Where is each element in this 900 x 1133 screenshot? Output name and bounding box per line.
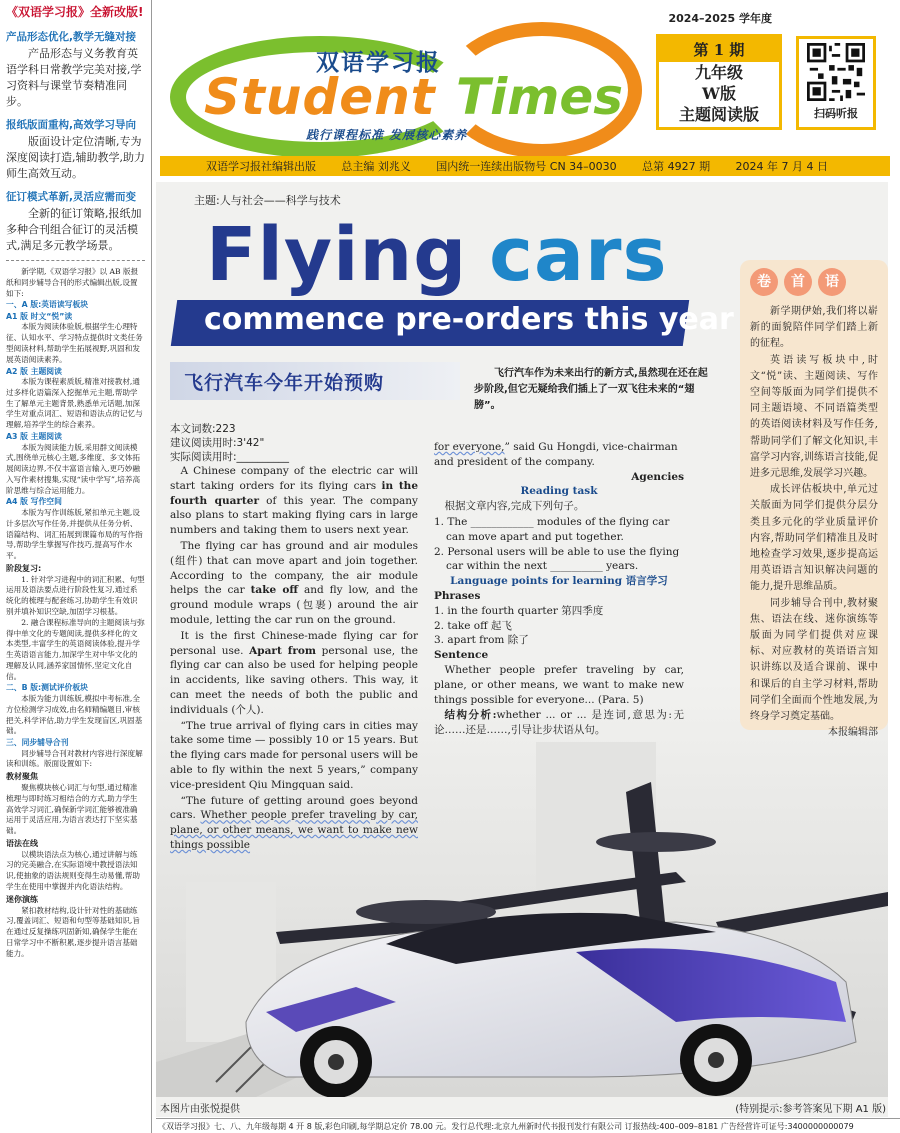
phrase-item: 3. apart from 除了 <box>434 634 529 647</box>
key-phrase: take off <box>250 584 299 597</box>
note-title-char: 语 <box>818 268 846 296</box>
divider <box>6 260 145 261</box>
key-phrase: in the fourth quarter <box>170 479 418 507</box>
sidebar-section-title: 产品形态优化,教学无缝对接 <box>6 31 136 44</box>
publisher: 双语学习报社编辑出版 <box>206 160 316 173</box>
phrase-item: 2. take off 起飞 <box>434 619 512 632</box>
actual-time: 实际阅读用时:__________ <box>170 451 290 463</box>
qr-code-label: 扫码听报 <box>814 107 858 120</box>
publish-date: 2024 年 7 月 4 日 <box>735 160 828 173</box>
chief-editor: 总主编 刘兆义 <box>341 160 411 173</box>
text-run: of this year. The company also plans to start making flying cars in large numbers and taking them to users next year. <box>170 494 418 537</box>
structure-analysis <box>434 708 684 738</box>
main-article <box>156 182 888 1117</box>
note-paragraph: 同步辅导合刊中,教材聚焦、语法在线、迷你演练等版面为同学们提供对应课标、对应教材的英语语言知识讲练以及适合课前、课中和课后的自主学习材料,帮助同学们全面而个性地发展,为终身学习奠定基础。 <box>750 597 878 723</box>
sidebar-column-desc: 聚焦模块核心词汇与句型,通过精准梳理与即时练习相结合的方式,助力学生高效学习词汇,确保新学词汇能够被准确运用于灵活应用,为语言表达打下坚实基础。 <box>6 782 138 836</box>
chinese-title: 飞行汽车今年开始预购 <box>170 362 460 400</box>
sentence-example: Whether people prefer traveling by car, plane, or other means, we want to make new things possible for everyone... (Para. 5) <box>434 663 684 706</box>
sidebar-page-title: A4 版 写作空间 <box>6 497 62 507</box>
left-sidebar <box>0 0 152 1133</box>
paragraph <box>170 539 418 628</box>
reading-time: 建议阅读用时:3'42" <box>170 437 265 449</box>
sidebar-stage-title: 阶段复习: <box>6 563 42 573</box>
sidebar-section-title: 报纸版面重构,高效学习导向 <box>6 119 136 132</box>
phrase-item: 1. in the fourth quarter 第四季度 <box>434 604 604 617</box>
note-paragraph: 成长评估板块中,单元过关版面为同学们提供分层分类且多元化的学业质量评价内容,帮助同学们精准且及时地检查学习效果,逐步提高运用英语语言知识解决问题的能力,提升思维品质。 <box>750 484 878 593</box>
photo-credit: 本图片由张悦提供 <box>160 1104 240 1115</box>
note-paragraph: 英语读写板块中,时文“悦”读、主题阅读、写作空间等版面为同学们提供不同主题语境、不同语篇类型的英语阅读材料及写作任务,帮助同学们了解文化知识,丰富学习内容,训练语言技能,促进多元思维,发展学习兴趣。 <box>750 354 878 480</box>
edition-label: 主题阅读版 <box>678 105 759 124</box>
sidebar-page-title: A3 版 主题阅读 <box>6 432 62 441</box>
total-issue: 总第 4927 期 <box>642 160 711 173</box>
reading-task-title: Reading task <box>520 485 598 498</box>
article-topic: 主题:人与社会——科学与技术 <box>194 194 341 207</box>
sidebar-intro: 新学期,《双语学习报》以 AB 版报纸和同步辅导合刊的形式编辑出版,设置如下: <box>6 267 139 298</box>
headline-word-1: Flying <box>206 212 468 298</box>
structure-text: whether ... or ... 是连词,意思为:无论……还是……,引导让步状语从句。 <box>434 709 684 737</box>
issue-number: 第 1 期 <box>659 37 779 62</box>
article-column-2 <box>434 440 684 739</box>
sidebar-promo-title: 《双语学习报》全新改版! <box>6 5 144 19</box>
structure-label: 结构分析: <box>444 709 497 722</box>
sidebar-page-desc: 本版为能力训练版,模拟中考标准,全方位检测学习成效,由名师精编题目,审核把关,科学评估,助力学生发现盲区,巩固基础。 <box>6 693 143 736</box>
article-column-1 <box>170 422 418 854</box>
sidebar-page-desc: 本版为阅读能力版,采用群文阅读模式,围绕单元核心主题,多维度、多文体拓展阅读边界,不仅丰富语言输入,更巧妙融入写作素材搜集,实现“读中学写”,培养高阶思维与综合运用能力。 <box>6 442 141 495</box>
sidebar-page-desc: 本版为课程素质版,精准对接教材,通过多样化语篇深入挖掘单元主题,帮助学生了解单元主题背景,熟悉单元话题,加深学生对重点词汇、短语和语法点的记忆与理解,培养学生的综合素养。 <box>6 377 143 430</box>
paragraph-continued <box>434 440 684 470</box>
note-title-char: 卷 <box>750 268 778 296</box>
edition-box <box>656 34 782 130</box>
sidebar-section-body: 产品形态与义务教育英语学科日常教学完美对接,学习资料与课堂节奏精准同步。 <box>6 47 142 109</box>
text-run: “The future of getting around goes beyond cars. <box>170 794 418 822</box>
text-run: The flying car has ground and air modules (组件) that can move apart and join together. According to the company, the air module helps the car <box>170 539 418 597</box>
sidebar-part-title: 一、A 版:英语读写板块 <box>6 300 89 310</box>
subheadline: commence pre-orders this year <box>204 302 734 337</box>
sidebar-section-title: 征订模式革新,灵活应需而变 <box>6 191 136 204</box>
sidebar-section-body: 全新的征订策略,报纸加多种合刊组合征订的灵活模式,满足多元教学场景。 <box>6 207 142 253</box>
language-points-title: Language points for learning 语言学习 <box>450 575 668 588</box>
note-signature: 本报编辑部 <box>828 727 878 739</box>
word-count: 本文词数:223 <box>170 423 236 435</box>
paragraph <box>170 464 418 538</box>
newspaper-logo <box>166 18 636 152</box>
note-paragraph: 新学期伊始,我们将以崭新的面貌陪伴同学们踏上新的征程。 <box>750 306 878 350</box>
paragraph <box>170 629 418 718</box>
phrases-title: Phrases <box>434 589 481 602</box>
sidebar-column-title: 教材聚焦 <box>6 772 38 782</box>
sentence-title: Sentence <box>434 649 489 662</box>
sidebar-section-body: 版面设计定位清晰,专为深度阅读打造,辅助教学,助力师生高效互动。 <box>6 135 145 181</box>
sidebar-part-title: 三、同步辅导合刊 <box>6 738 69 748</box>
article-source: Agencies <box>631 470 684 483</box>
text-run: ” said Gu Hongdi, vice-chairman and president of the company. <box>434 441 678 468</box>
sidebar-stage-item: 1. 针对学习进程中的词汇积累、句型运用及语法要点进行阶段性复习,通过系统化的梳理与配套练习,协助学生有效识别并填补知识空缺,加固学习根基。 <box>6 574 145 616</box>
sidebar-page-title: A1 版 时文“悦”读 <box>6 311 73 321</box>
masthead <box>156 0 900 178</box>
sidebar-page-desc: 同步辅导合刊对教材内容进行深度解读和训练。版面设置如下: <box>6 748 143 769</box>
school-year: 2024–2025 学年度 <box>668 12 772 25</box>
headline <box>206 212 668 298</box>
key-sentence: Whether people prefer traveling by car, plane, or other means, we want to make new things possible <box>170 809 418 851</box>
cn-number: 国内统一连续出版物号 CN 34–0030 <box>436 160 617 173</box>
sidebar-page-title: A2 版 主题阅读 <box>6 366 62 376</box>
logo-slogan: 践行课程标准 发展核心素养 <box>306 128 468 142</box>
reading-task-item: 2. Personal users will be able to use the flying car within the next __________ years. <box>434 545 680 573</box>
sidebar-page-desc: 本版为写作训练版,紧扣单元主题,设计多层次写作任务,并提供从任务分析、语篇结构、词汇拓展到课篇布局的写作指导,帮助学生掌握写作技巧,提高写作水平。 <box>6 507 143 561</box>
publication-info-bar <box>160 156 890 176</box>
sidebar-column-desc: 以模块语法点为核心,通过讲解与练习的完美融合,在实际语境中教授语法知识,使抽象的语法规则变得生动易懂,帮助学生在使用中掌握并内化语法结构。 <box>6 849 140 892</box>
text-run: A Chinese company of the electric car will start taking orders for its flying cars <box>170 465 418 492</box>
text-run: It is the first Chinese-made flying car for personal use. <box>170 629 418 657</box>
note-title-char: 首 <box>784 268 812 296</box>
sidebar-page-desc: 本版为阅读体验版,根据学生心理特征、认知水平、学习特点提供时文类任务型阅读材料,帮助学生拓展视野,巩固和发展英语阅读素养。 <box>6 322 143 364</box>
sidebar-column-title: 语法在线 <box>6 838 38 848</box>
headline-word-2: cars <box>489 212 668 298</box>
sidebar-column-desc: 紧扣教材结构,设计针对性的基础练习,覆盖词汇、短语和句型等基础知识,旨在通过反复操练巩固新知,确保学生能在日常学习中不断积累,逐步提升语言基础能力。 <box>6 905 140 958</box>
sidebar-column-title: 迷你演练 <box>6 894 38 904</box>
editor-note-title <box>750 268 846 296</box>
key-phrase: Apart from <box>249 644 316 657</box>
paragraph <box>170 794 418 853</box>
version-label: W版 <box>702 84 736 103</box>
text-run: and fly low, and the ground module wraps (包裹) around the air module, letting the car run on the ground. <box>170 584 418 626</box>
reading-task-item: 1. The ____________ modules of the flying car can move apart and put together. <box>434 515 670 543</box>
paragraph: “The true arrival of flying cars in cities may take some time — possibly 10 or 15 years. But the flying cars made for personal users will be able to fly within the next 5 years,” company vice-president Qiu Mingquan said. <box>170 719 418 791</box>
answer-hint: (特别提示:参考答案见下期 A1 版) <box>735 1104 886 1115</box>
qr-code-box[interactable] <box>796 36 876 130</box>
qr-code-icon <box>807 43 865 101</box>
sidebar-part-title: 二、B 版:测试评价板块 <box>6 683 88 693</box>
logo-chinese-name: 双语学习报 <box>316 49 441 76</box>
key-sentence: for everyone, <box>434 441 505 453</box>
logo-word-times: Times <box>456 68 624 126</box>
logo-word-student: Student <box>204 68 436 126</box>
sidebar-stage-item: 2. 融合课程标准导向的主题阅读与弥得中单文化的专题阅读,提供多样化的文本类型,丰富学生的英语阅读体验,提升学生英语语言能力,加深学生对中华文化的理解及认同,涵养家国情怀,坚定文化自信。 <box>6 617 145 681</box>
grade-label: 九年级 <box>694 63 743 82</box>
reading-task-instruction: 根据文章内容,完成下列句子。 <box>444 500 585 513</box>
text-run: personal use, the flying car can also be used for helping people in accidents, like saving others. This way, it can meet the needs of both the public and individuals (个人). <box>170 644 418 716</box>
chinese-intro: 飞行汽车作为未来出行的新方式,虽然现在还在起步阶段,但它无疑给我们插上了一双飞往未来的“翅膀”。 <box>474 368 708 411</box>
footer-info: 《双语学习报》七、八、九年级每期 4 开 8 版,彩色印刷,每学期总定价 78.00 元。发行总代理:北京九州新时代书报刊发行有限公司 订报热线:400–009–8181 广告经营许可证号:3400000000079 <box>156 1118 900 1133</box>
editor-note <box>740 260 888 739</box>
